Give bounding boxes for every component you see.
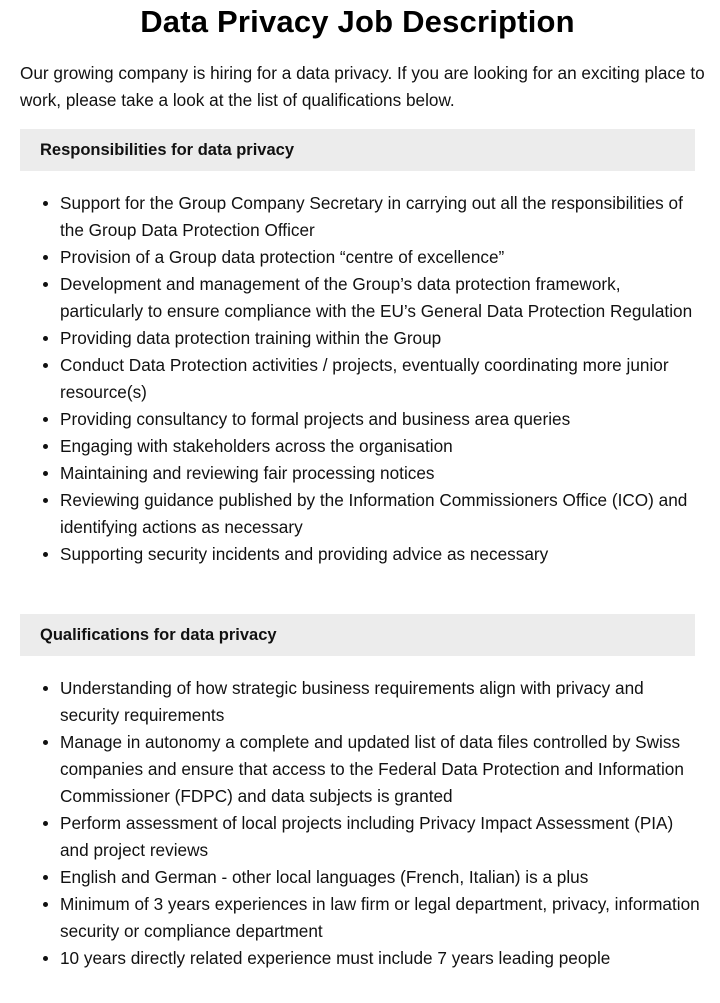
qualifications-header: Qualifications for data privacy — [20, 614, 695, 656]
list-item — [60, 433, 700, 460]
list-item-text: Maintaining and reviewing fair processing notices — [60, 463, 435, 483]
list-item — [60, 891, 700, 945]
bullet-icon — [43, 336, 48, 341]
list-item-text: Development and management of the Group’s data protection framework, particularly to ensure compliance with the EU’s General Data Protection Regulation — [60, 274, 693, 321]
responsibilities-list — [20, 190, 700, 568]
list-item — [60, 810, 700, 864]
list-item-text: Supporting security incidents and providing advice as necessary — [60, 544, 549, 564]
responsibilities-header: Responsibilities for data privacy — [20, 129, 695, 171]
bullet-icon — [43, 417, 48, 422]
list-item-text: Provision of a Group data protection “centre of excellence” — [60, 247, 505, 267]
bullet-icon — [43, 444, 48, 449]
bullet-icon — [43, 282, 48, 287]
list-item-text: Perform assessment of local projects including Privacy Impact Assessment (PIA) and project reviews — [60, 813, 674, 860]
list-item — [60, 244, 700, 271]
bullet-icon — [43, 821, 48, 826]
list-item — [60, 541, 700, 568]
qualifications-list — [20, 675, 700, 972]
list-item — [60, 352, 700, 406]
bullet-icon — [43, 552, 48, 557]
list-item — [60, 325, 700, 352]
list-item — [60, 729, 700, 810]
bullet-icon — [43, 875, 48, 880]
list-item-text: English and German - other local languages (French, Italian) is a plus — [60, 867, 589, 887]
list-item-text: Providing data protection training within the Group — [60, 328, 442, 348]
list-item — [60, 945, 700, 972]
bullet-icon — [43, 201, 48, 206]
bullet-icon — [43, 686, 48, 691]
list-item-text: Reviewing guidance published by the Information Commissioners Office (ICO) and identifying actions as necessary — [60, 490, 688, 537]
list-item — [60, 675, 700, 729]
list-item-text: Minimum of 3 years experiences in law firm or legal department, privacy, information security or compliance department — [60, 894, 700, 941]
list-item — [60, 271, 700, 325]
bullet-icon — [43, 471, 48, 476]
list-item — [60, 487, 700, 541]
list-item-text: Conduct Data Protection activities / projects, eventually coordinating more junior resource(s) — [60, 355, 669, 402]
bullet-icon — [43, 363, 48, 368]
list-item — [60, 460, 700, 487]
list-item-text: Understanding of how strategic business requirements align with privacy and security requirements — [60, 678, 644, 725]
bullet-icon — [43, 255, 48, 260]
bullet-icon — [43, 740, 48, 745]
list-item — [60, 864, 700, 891]
intro-paragraph: Our growing company is hiring for a data privacy. If you are looking for an exciting place to work, please take a look at the list of qualifications below. — [20, 63, 705, 110]
bullet-icon — [43, 902, 48, 907]
list-item-text: Engaging with stakeholders across the organisation — [60, 436, 453, 456]
list-item — [60, 190, 700, 244]
page-title: Data Privacy Job Description — [140, 4, 575, 39]
bullet-icon — [43, 498, 48, 503]
list-item — [60, 406, 700, 433]
list-item-text: Support for the Group Company Secretary in carrying out all the responsibilities of the Group Data Protection Officer — [60, 193, 683, 240]
list-item-text: Manage in autonomy a complete and updated list of data files controlled by Swiss companies and ensure that access to the Federal Data Protection and Information Commissioner (FDPC) and data subjects is granted — [60, 732, 684, 806]
bullet-icon — [43, 956, 48, 961]
list-item-text: Providing consultancy to formal projects and business area queries — [60, 409, 571, 429]
list-item-text: 10 years directly related experience must include 7 years leading people — [60, 948, 611, 968]
